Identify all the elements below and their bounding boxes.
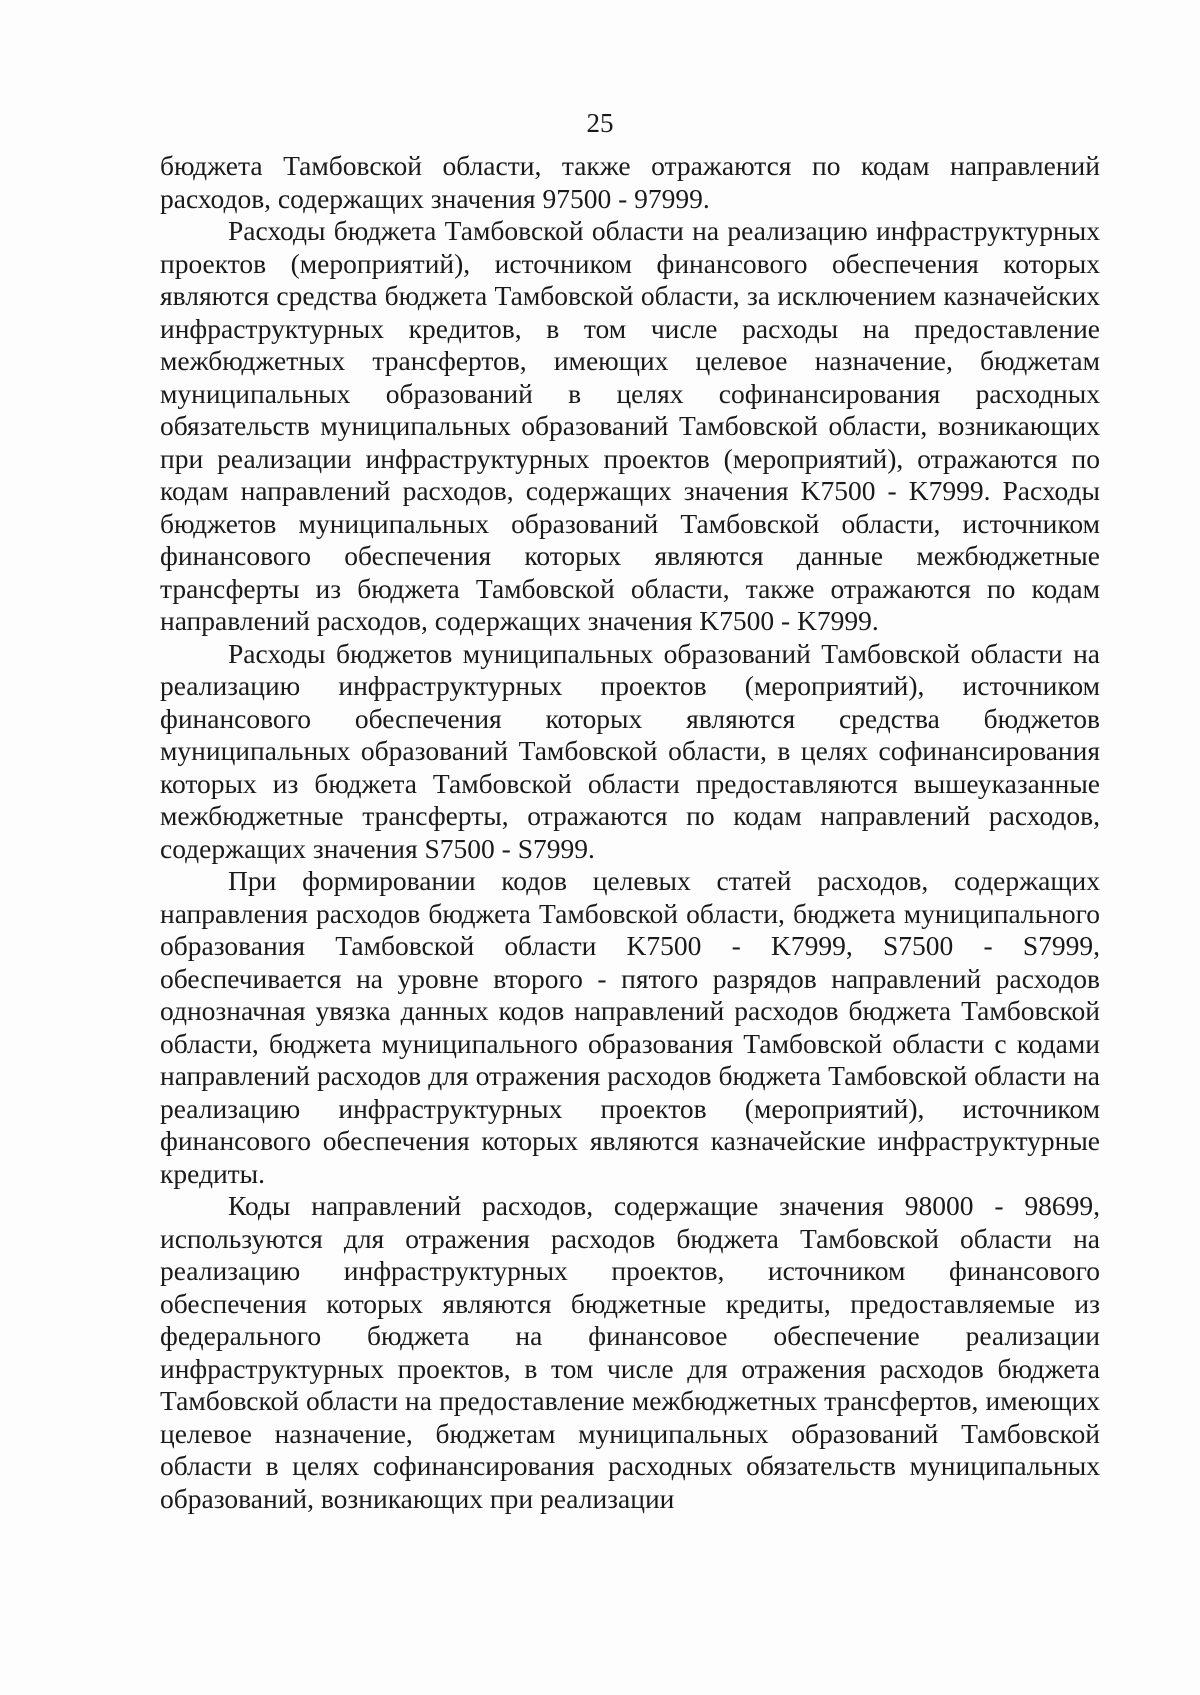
paragraph: Коды направлений расходов, содержащие значения 98000 - 98699, используются для отражения расходов бюджета Тамбовской области на реализацию инфраструктурных проектов, источником финансового обеспечения которых являются бюджетные кредиты, предоставляемые из федерального бюджета на финансовое обеспечение реализации инфраструктурных проектов, в том числе для отражения расходов бюджета Тамбовской области на предоставление межбюджетных трансфертов, имеющих целевое назначение, бюджетам муниципальных образований Тамбовской области в целях софинансирования расходных обязательств муниципальных образований, возникающих при реализации <box>160 1190 1100 1514</box>
page-number: 25 <box>586 108 614 138</box>
document-body <box>160 150 1100 1515</box>
paragraph: При формировании кодов целевых статей расходов, содержащих направления расходов бюджета Тамбовской области, бюджета муниципального образования Тамбовской области K7500 - K7999, S7500 - S7999, обеспечивается на уровне второго - пятого разрядов направлений расходов однозначная увязка данных кодов направлений расходов бюджета Тамбовской области, бюджета муниципального образования Тамбовской области с кодами направлений расходов для отражения расходов бюджета Тамбовской области на реализацию инфраструктурных проектов (мероприятий), источником финансового обеспечения которых являются казначейские инфраструктурные кредиты. <box>160 865 1100 1189</box>
paragraph: Расходы бюджетов муниципальных образований Тамбовской области на реализацию инфраструктурных проектов (мероприятий), источником финансового обеспечения которых являются средства бюджетов муниципальных образований Тамбовской области, в целях софинансирования которых из бюджета Тамбовской области предоставляются вышеуказанные межбюджетные трансферты, отражаются по кодам направлений расходов, содержащих значения S7500 - S7999. <box>160 637 1100 864</box>
paragraph: Расходы бюджета Тамбовской области на реализацию инфраструктурных проектов (мероприятий), источником финансового обеспечения которых являются средства бюджета Тамбовской области, за исключением казначейских инфраструктурных кредитов, в том числе расходы на предоставление межбюджетных трансфертов, имеющих целевое назначение, бюджетам муниципальных образований в целях софинансирования расходных обязательств муниципальных образований Тамбовской области, возникающих при реализации инфраструктурных проектов (мероприятий), отражаются по кодам направлений расходов, содержащих значения K7500 - K7999. Расходы бюджетов муниципальных образований Тамбовской области, источником финансового обеспечения которых являются данные межбюджетные трансферты из бюджета Тамбовской области, также отражаются по кодам направлений расходов, содержащих значения K7500 - K7999. <box>160 215 1100 636</box>
paragraph-continuation: бюджета Тамбовской области, также отражаются по кодам направлений расходов, содержащих значения 97500 - 97999. <box>160 150 1100 214</box>
